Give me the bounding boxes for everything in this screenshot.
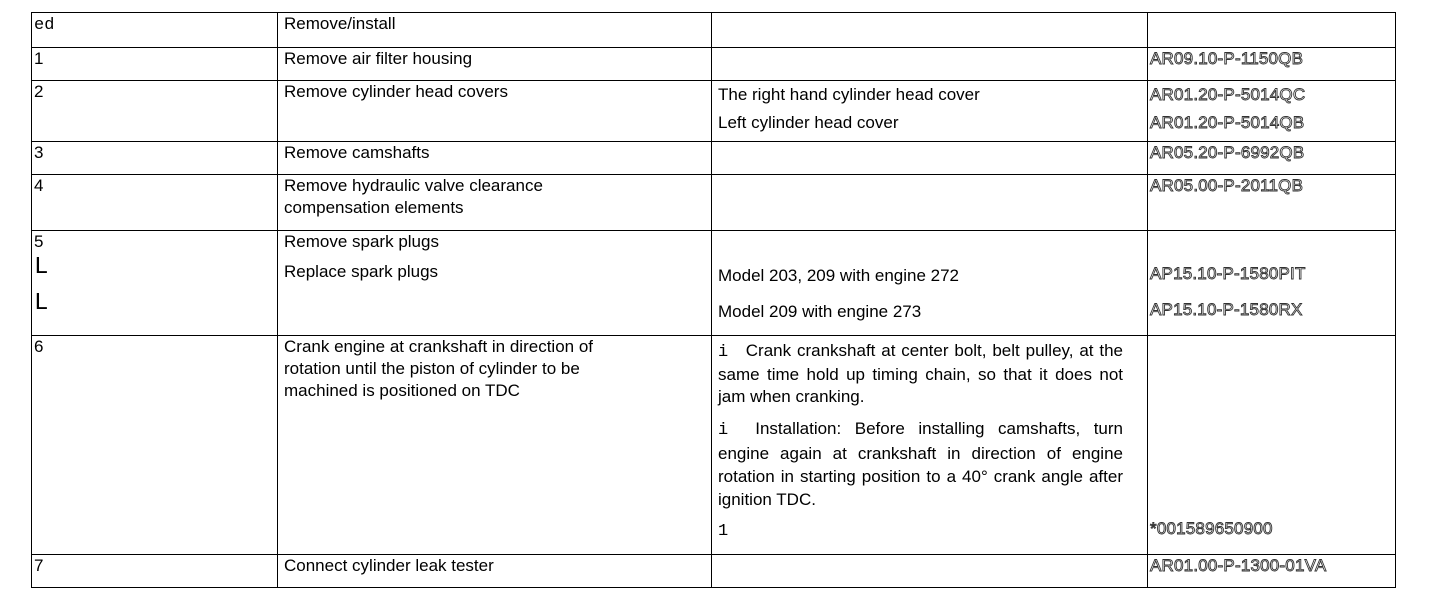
- note-left-cover: Left cylinder head cover: [718, 113, 899, 132]
- step-number: 7: [32, 555, 278, 588]
- step-action: Remove hydraulic valve clearance compensation elements: [278, 175, 712, 231]
- sub-step-mark: L: [34, 254, 49, 281]
- info-icon: i: [718, 343, 729, 362]
- table-row: [32, 555, 1396, 588]
- info-icon: i: [718, 421, 729, 440]
- step-number: 1: [32, 48, 278, 81]
- step-note: [712, 555, 1148, 588]
- step-reference[interactable]: AR05.00-P-2011QB: [1148, 175, 1396, 231]
- header-col3: [712, 13, 1148, 48]
- step-number: 6: [32, 336, 278, 555]
- step-reference[interactable]: [1148, 336, 1396, 555]
- step-note: [712, 48, 1148, 81]
- table-row: [32, 48, 1396, 81]
- step-number: 4: [32, 175, 278, 231]
- step-number: 3: [32, 142, 278, 175]
- reference-link[interactable]: AP15.10-P-1580RX: [1150, 300, 1303, 319]
- step-action: Remove spark plugs Replace spark plugs: [278, 231, 712, 336]
- table-row: [32, 81, 1396, 142]
- step-reference: [1148, 231, 1396, 336]
- step-number: 2: [32, 81, 278, 142]
- step-number: 5 L L: [32, 231, 278, 336]
- step-action: Remove air filter housing: [278, 48, 712, 81]
- note-model-273: Model 209 with engine 273: [718, 302, 922, 321]
- reference-link[interactable]: AR01.20-P-5014QC: [1150, 85, 1306, 104]
- header-col1: ed: [32, 13, 278, 48]
- reference-link[interactable]: AP15.10-P-1580PIT: [1150, 264, 1306, 283]
- step-reference: [1148, 81, 1396, 142]
- tool-mark: 1: [718, 522, 729, 541]
- step-note: [712, 231, 1148, 336]
- reference-link[interactable]: AR01.20-P-5014QB: [1150, 113, 1305, 132]
- step-action: Remove camshafts: [278, 142, 712, 175]
- table-row: [32, 231, 1396, 336]
- step-reference[interactable]: AR01.00-P-1300-01VA: [1148, 555, 1396, 588]
- note-model-272: Model 203, 209 with engine 272: [718, 266, 960, 285]
- note-right-cover: The right hand cylinder head cover: [718, 85, 980, 104]
- header-col4: [1148, 13, 1396, 48]
- procedure-table: [31, 12, 1396, 588]
- header-col2: Remove/install: [278, 13, 712, 48]
- sub-step-mark: L: [34, 290, 49, 317]
- table-header-row: [32, 13, 1396, 48]
- step-note: [712, 175, 1148, 231]
- table-row: [32, 142, 1396, 175]
- note-crank-info: i Crank crankshaft at center bolt, belt pulley, at the same time hold up timing chain, so that it does not jam when cranking.: [718, 341, 1124, 406]
- step-reference[interactable]: AR09.10-P-1150QB: [1148, 48, 1396, 81]
- step-reference[interactable]: AR05.20-P-6992QB: [1148, 142, 1396, 175]
- step-note: [712, 336, 1148, 555]
- step-action: Crank engine at crankshaft in direction of rotation until the piston of cylinder to be machined is positioned on TDC: [278, 336, 712, 555]
- step-action: Remove cylinder head covers: [278, 81, 712, 142]
- tool-reference-link[interactable]: *001589650900: [1150, 519, 1273, 538]
- step-note: [712, 142, 1148, 175]
- step-action: Connect cylinder leak tester: [278, 555, 712, 588]
- note-installation-info: i Installation: Before installing camshafts, turn engine again at crankshaft in direction of engine rotation in starting position to a 40° crank angle after ignition TDC.: [718, 419, 1123, 509]
- table-row: [32, 175, 1396, 231]
- sub-step-action: Replace spark plugs: [284, 262, 439, 281]
- step-note: [712, 81, 1148, 142]
- table-row: [32, 336, 1396, 555]
